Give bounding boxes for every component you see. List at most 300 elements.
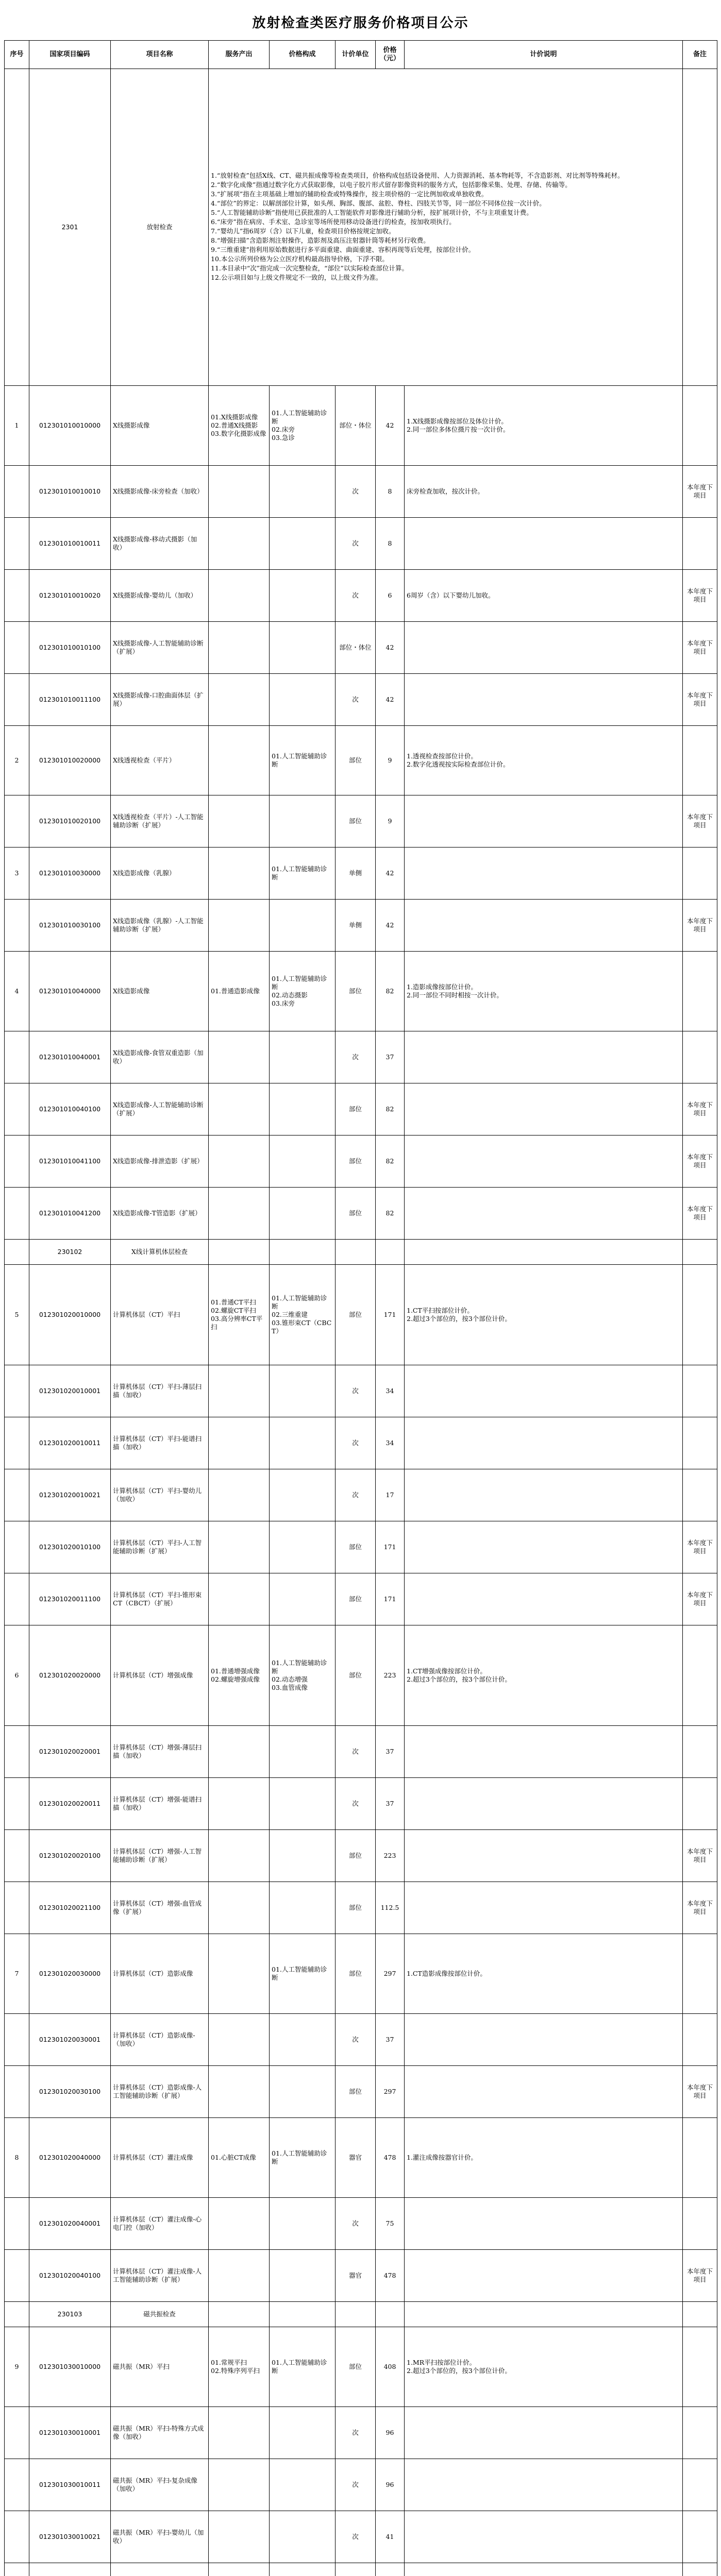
row-desc [405,2198,683,2250]
row-desc [405,1136,683,1188]
row-price: 34 [376,1417,405,1469]
row-price: 42 [376,900,405,952]
row-desc [405,2511,683,2563]
row-seq [5,1573,29,1625]
row-remark: 本年度下项目 [683,674,717,726]
row-name: X线造影成像（乳腺） [111,848,209,900]
row-extra [270,674,336,726]
row-name: 计算机体层（CT）增强-人工智能辅助诊断（扩展） [111,1830,209,1882]
row-desc [405,1031,683,1083]
row-seq [5,2511,29,2563]
row-desc: 1.造影成像按部位计价。 2.同一部位不同时相按一次计价。 [405,952,683,1031]
row-seq [5,1136,29,1188]
section-seq [5,2302,29,2327]
row-code: 012301020030001 [29,2014,111,2066]
table-row [5,2118,717,2198]
row-seq: 6 [5,1625,29,1726]
row-code: 012301020040001 [29,2198,111,2250]
table-header-row [5,41,717,69]
row-unit: 部位 [336,1625,376,1726]
row-seq: 9 [5,2327,29,2407]
empty-cell [405,1240,683,1265]
row-desc [405,1521,683,1573]
row-content [209,2459,270,2511]
row-content: 01.普通增强成像 02.螺旋增强成像 [209,1625,270,1726]
row-desc [405,900,683,952]
row-price: 9 [376,726,405,795]
table-row [5,1521,717,1573]
row-name: X线摄影成像-婴幼儿（加收） [111,570,209,622]
row-unit: 部位 [336,1265,376,1365]
row-code: 012301030010021 [29,2511,111,2563]
row-name: 磁共振（MR）平扫-特殊方式成像（加收） [111,2407,209,2459]
row-name: X线造影成像-排泄造影（扩展） [111,1136,209,1188]
row-code: 012301020020011 [29,1778,111,1830]
row-extra [270,1083,336,1136]
row-content: 01.常规平扫 02.特殊序列平扫 [209,2327,270,2407]
table-row [5,1778,717,1830]
row-remark [683,1265,717,1365]
table-row [5,1136,717,1188]
row-code: 012301010010011 [29,518,111,570]
row-extra [270,2407,336,2459]
row-desc [405,1726,683,1778]
row-seq: 2 [5,726,29,795]
row-remark [683,1778,717,1830]
row-content [209,622,270,674]
empty-cell [336,1240,376,1265]
row-price: 41 [376,2511,405,2563]
row-name: X线造影成像-食管双重造影（加收） [111,1031,209,1083]
table-row [5,2407,717,2459]
row-extra [270,1521,336,1573]
row-seq [5,674,29,726]
row-extra [270,2459,336,2511]
row-desc [405,1882,683,1934]
row-extra [270,1365,336,1417]
table-row [5,1365,717,1417]
note-line: 10.本公示所列价格为公立医疗机构最高指导价格，下浮不限。 [211,255,389,263]
row-seq [5,2066,29,2118]
row-unit: 次 [336,2459,376,2511]
row-seq [5,795,29,848]
row-desc [405,1365,683,1417]
row-content [209,2563,270,2576]
row-code: 012301020010001 [29,1365,111,1417]
row-unit: 部位 [336,1882,376,1934]
row-price: 171 [376,1265,405,1365]
row-content [209,726,270,795]
section-seq [5,1240,29,1265]
row-seq [5,2407,29,2459]
section-row-general [5,69,717,386]
row-code: 012301010010000 [29,386,111,466]
row-price: 42 [376,848,405,900]
table-row [5,1726,717,1778]
row-seq [5,1083,29,1136]
row-content [209,1830,270,1882]
note-line: 1.“放射检查”包括X线、CT、磁共振成像等检查类项目，价格构成包括设备使用、人力资源消耗、基本物耗等，不含造影剂、对比剂等特殊耗材。 [211,172,624,179]
row-extra: 01.人工智能辅助诊断 [270,848,336,900]
table-row [5,2014,717,2066]
table-row [5,1031,717,1083]
row-seq: 1 [5,386,29,466]
row-code: 012301020021100 [29,1882,111,1934]
table-row [5,1882,717,1934]
row-extra [270,1830,336,1882]
row-desc [405,2407,683,2459]
row-remark [683,1726,717,1778]
row-desc [405,848,683,900]
row-name: 计算机体层（CT）增强-血管成像（扩展） [111,1882,209,1934]
row-name: X线摄影成像 [111,386,209,466]
row-remark: 本年度下项目 [683,1136,717,1188]
row-extra: 01.人工智能辅助诊断 [270,2327,336,2407]
section-row [5,1240,717,1265]
row-code: 012301010030000 [29,848,111,900]
row-code: 012301010011100 [29,674,111,726]
row-name: 计算机体层（CT）增强成像 [111,1625,209,1726]
row-extra: 01.人工智能辅助诊断 [270,726,336,795]
table-row [5,1830,717,1882]
row-content [209,1136,270,1188]
row-content: 01.X线摄影成像 02.普通X线摄影 03.数字化摄影成像 [209,386,270,466]
row-extra: 01.人工智能辅助诊断 02.床旁 03.急诊 [270,386,336,466]
row-seq [5,1521,29,1573]
row-content [209,1031,270,1083]
row-unit: 部位・体位 [336,622,376,674]
table-row [5,848,717,900]
header-seq: 序号 [5,41,29,69]
row-extra [270,466,336,518]
row-seq: 5 [5,1265,29,1365]
row-code: 012301010010020 [29,570,111,622]
row-name: 计算机体层（CT）造影成像-（加收） [111,2014,209,2066]
row-unit: 部位 [336,1934,376,2014]
table-row [5,674,717,726]
table-row [5,726,717,795]
row-unit: 次 [336,518,376,570]
row-desc [405,1778,683,1830]
row-name: 磁共振（MR）平扫 [111,2327,209,2407]
row-remark [683,1365,717,1417]
row-content [209,1521,270,1573]
row-name: 计算机体层（CT）造影成像-人工智能辅助诊断（扩展） [111,2066,209,2118]
row-desc [405,622,683,674]
row-unit: 次 [336,1417,376,1469]
row-price: 171 [376,1573,405,1625]
row-price: 6 [376,570,405,622]
row-unit: 部位 [336,1188,376,1240]
row-remark: 本年度下项目 [683,1830,717,1882]
row-content [209,795,270,848]
row-price: 37 [376,1778,405,1830]
table-row [5,570,717,622]
row-code: 012301020020000 [29,1625,111,1726]
row-seq [5,1031,29,1083]
row-price: 297 [376,2066,405,2118]
row-name: X线造影成像（乳腺）-人工智能辅助诊断（扩展） [111,900,209,952]
row-unit: 部位 [336,726,376,795]
row-price: 223 [376,1830,405,1882]
row-extra [270,1778,336,1830]
note-line: 8.“增强扫描”含造影剂注射操作，造影剂及高压注射器针筒等耗材另行收费。 [211,236,430,244]
table-row [5,900,717,952]
row-desc [405,1417,683,1469]
row-remark: 本年度下项目 [683,2066,717,2118]
header-code: 国家项目编码 [29,41,111,69]
row-extra [270,795,336,848]
table-row [5,1573,717,1625]
row-content [209,1083,270,1136]
header-remark: 备注 [683,41,717,69]
row-unit: 部位 [336,952,376,1031]
header-price: 价格（元） [376,41,405,69]
row-price: 82 [376,1083,405,1136]
row-extra [270,1469,336,1521]
row-unit: 次 [336,2511,376,2563]
row-code: 012301020010011 [29,1417,111,1469]
row-unit: 器官 [336,2118,376,2198]
row-code: 012301010040001 [29,1031,111,1083]
row-content [209,518,270,570]
header-unit: 计价单位 [336,41,376,69]
row-seq [5,2250,29,2302]
row-content [209,2511,270,2563]
note-line: 9.“三维重建”指利用原始数据进行多平面重建、曲面重建、容积再现等后处理，按部位计价。 [211,246,475,253]
table-row [5,1469,717,1521]
row-remark [683,1469,717,1521]
row-price: 82 [376,952,405,1031]
row-seq: 4 [5,952,29,1031]
row-code: 012301010010100 [29,622,111,674]
row-remark [683,726,717,795]
row-seq: 8 [5,2118,29,2198]
row-seq [5,1417,29,1469]
row-extra: 01.人工智能辅助诊断 02.动态摄影 03.床旁 [270,952,336,1031]
table-row [5,952,717,1031]
row-remark: 本年度下项目 [683,900,717,952]
row-code: 012301010041200 [29,1188,111,1240]
note-line: 2.“数字化成像”指通过数字化方式获取影像，以电子胶片形式留存影像资料的服务方式，包括影像采集、处理、存储、传输等。 [211,181,572,189]
row-remark [683,1625,717,1726]
row-unit: 单侧 [336,900,376,952]
row-desc: 6周岁（含）以下婴幼儿加收。 [405,570,683,622]
note-line: 6.“床旁”指在病房、手术室、急诊室等场所使用移动设备进行的检查，按加收项执行。 [211,218,456,226]
row-content [209,1778,270,1830]
row-price: 9 [376,795,405,848]
row-extra [270,1188,336,1240]
row-code: 012301020020001 [29,1726,111,1778]
row-code: 012301020010021 [29,1469,111,1521]
section-code: 230103 [29,2302,111,2327]
row-extra [270,1573,336,1625]
row-unit: 部位 [336,1136,376,1188]
row-name: X线透视检查（平片）-人工智能辅助诊断（扩展） [111,795,209,848]
row-unit: 次 [336,2198,376,2250]
row-desc [405,1573,683,1625]
row-unit: 部位 [336,1830,376,1882]
row-unit: 次 [336,1778,376,1830]
row-name: 计算机体层（CT）造影成像 [111,1934,209,2014]
table-row [5,1188,717,1240]
empty-cell [376,2302,405,2327]
row-desc: 1.X线摄影成像按部位及体位计价。 2.同一部位多体位摄片按一次计价。 [405,386,683,466]
row-price: 297 [376,1934,405,2014]
row-content [209,1726,270,1778]
row-desc [405,518,683,570]
row-unit: 次 [336,1365,376,1417]
row-seq [5,2563,29,2576]
row-seq [5,1365,29,1417]
row-code: 012301020011100 [29,1573,111,1625]
row-remark: 本年度下项目 [683,795,717,848]
row-price: 34 [376,1365,405,1417]
row-remark: 本年度下项目 [683,1521,717,1573]
row-desc [405,1469,683,1521]
row-content [209,1882,270,1934]
row-remark [683,1934,717,2014]
row-content [209,1417,270,1469]
row-desc [405,2563,683,2576]
row-seq [5,518,29,570]
row-desc [405,2250,683,2302]
row-content [209,2250,270,2302]
row-remark [683,2459,717,2511]
row-extra: 01.人工智能辅助诊断 02.动态增强 03.血管成像 [270,1625,336,1726]
table-row [5,795,717,848]
row-extra [270,1417,336,1469]
note-line: 7.“婴幼儿”指6周岁（含）以下儿童，检查项目价格按规定加收。 [211,227,395,235]
row-name: 计算机体层（CT）灌注成像 [111,2118,209,2198]
row-remark [683,2198,717,2250]
row-name: 计算机体层（CT）平扫-能谱扫描（加收） [111,1417,209,1469]
row-unit: 次 [336,466,376,518]
row-seq [5,1778,29,1830]
header-name: 项目名称 [111,41,209,69]
row-extra [270,2014,336,2066]
row-extra [270,1136,336,1188]
row-code: 012301020040100 [29,2250,111,2302]
section-code: 230102 [29,1240,111,1265]
row-desc: 1.CT增强成像按部位计价。 2.超过3个部位的，按3个部位计价。 [405,1625,683,1726]
row-code: 012301010010010 [29,466,111,518]
row-unit: 次 [336,570,376,622]
row-name: 计算机体层（CT）平扫-婴幼儿（加收） [111,1469,209,1521]
table-row [5,1934,717,2014]
row-desc [405,1083,683,1136]
row-extra [270,622,336,674]
row-extra [270,1882,336,1934]
row-remark: 本年度下项目 [683,570,717,622]
row-seq [5,1469,29,1521]
header-content: 服务产出 [209,41,270,69]
row-name: 计算机体层（CT）灌注成像-人工智能辅助诊断（扩展） [111,2250,209,2302]
row-content [209,2407,270,2459]
row-desc: 1.CT平扫按部位计价。 2.超过3个部位的，按3个部位计价。 [405,1265,683,1365]
row-content [209,674,270,726]
row-unit [336,2563,376,2576]
row-extra: 01.人工智能辅助诊断 [270,1934,336,2014]
row-content [209,2014,270,2066]
table-row [5,2459,717,2511]
empty-cell [270,2302,336,2327]
row-code: 012301010040000 [29,952,111,1031]
row-code: 012301010020100 [29,795,111,848]
row-content [209,570,270,622]
row-seq [5,466,29,518]
row-content [209,2198,270,2250]
row-unit: 部位 [336,1083,376,1136]
row-remark [683,386,717,466]
row-desc [405,1830,683,1882]
row-remark: 本年度下项目 [683,622,717,674]
row-remark [683,2118,717,2198]
row-price: 8 [376,518,405,570]
row-extra [270,570,336,622]
header-desc: 计价说明 [405,41,683,69]
row-remark: 本年度下项目 [683,466,717,518]
row-extra [270,2066,336,2118]
row-extra [270,1031,336,1083]
row-name: X线摄影成像-移动式摄影（加收） [111,518,209,570]
row-name: X线造影成像-T管造影（扩展） [111,1188,209,1240]
table-row [5,2066,717,2118]
row-price: 42 [376,674,405,726]
row-unit: 部位 [336,1521,376,1573]
row-extra [270,2511,336,2563]
document-title: 放射检查类医疗服务价格项目公示 [252,15,469,31]
row-remark: 本年度下项目 [683,1083,717,1136]
row-code: 012301010020000 [29,726,111,795]
table-row [5,1265,717,1365]
row-remark: 本年度下项目 [683,1188,717,1240]
row-unit: 单侧 [336,848,376,900]
row-content [209,848,270,900]
row-extra [270,900,336,952]
row-seq [5,570,29,622]
row-code: 012301030010011 [29,2459,111,2511]
row-content: 01.普通CT平扫 02.螺旋CT平扫 03.高分辨率CT平扫 [209,1265,270,1365]
row-content: 01.心脏CT成像 [209,2118,270,2198]
empty-cell [209,1240,270,1265]
empty-cell [683,1240,717,1265]
row-remark [683,2407,717,2459]
general-notes [209,69,683,386]
row-price: 42 [376,622,405,674]
row-seq [5,1882,29,1934]
row-extra [270,2563,336,2576]
row-desc: 床旁检查加收，按次计价。 [405,466,683,518]
row-code: 012301020010000 [29,1265,111,1365]
row-remark [683,848,717,900]
row-unit: 次 [336,674,376,726]
row-price: 82 [376,1136,405,1188]
price-table [4,40,717,2576]
row-remark [683,2327,717,2407]
row-unit: 部位・体位 [336,386,376,466]
row-remark [683,1031,717,1083]
row-name: 计算机体层（CT）灌注成像-心电门控（加收） [111,2198,209,2250]
row-price: 8 [376,466,405,518]
row-remark [683,2563,717,2576]
row-name: 计算机体层（CT）增强-能谱扫描（加收） [111,1778,209,1830]
row-desc [405,2066,683,2118]
row-desc [405,674,683,726]
empty-cell [209,2302,270,2327]
empty-cell [683,2302,717,2327]
row-price: 96 [376,2407,405,2459]
